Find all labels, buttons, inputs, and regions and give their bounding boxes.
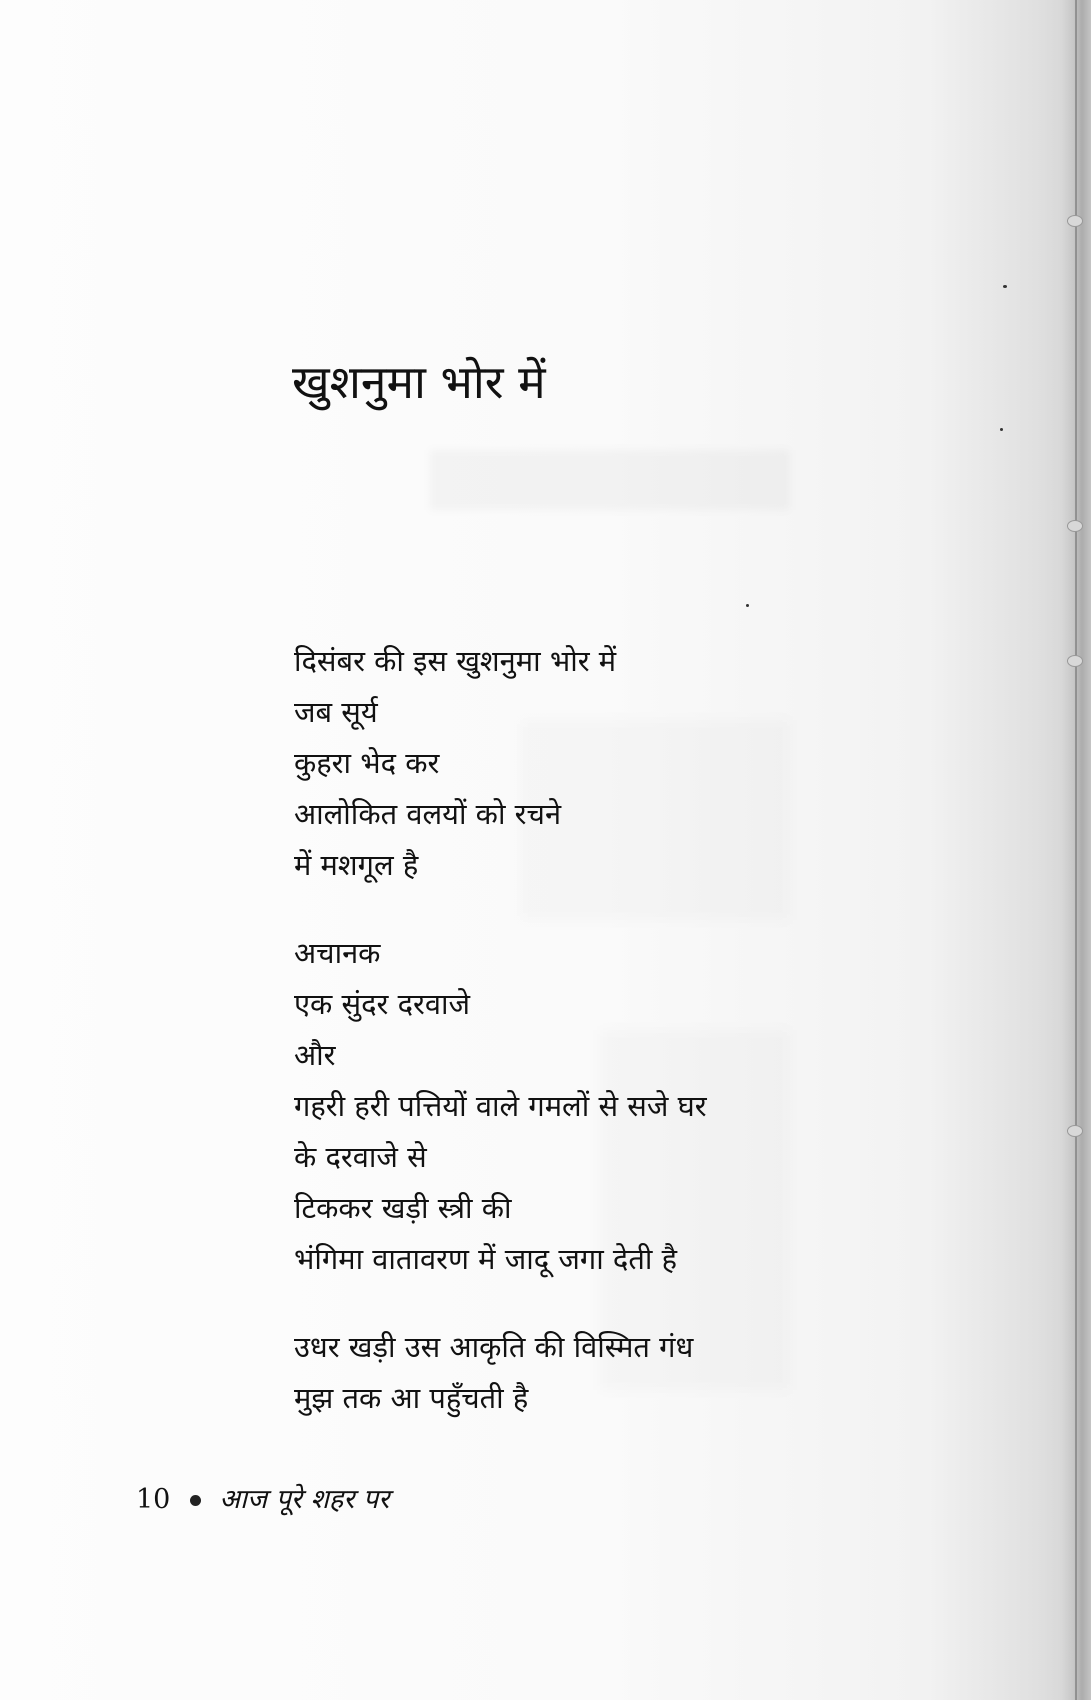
- scan-speck: [746, 604, 749, 607]
- page-number: 10: [136, 1484, 171, 1515]
- poem-line: कुहरा भेद कर: [294, 746, 440, 780]
- stanza: [294, 1322, 814, 1424]
- poem-line: दिसंबर की इस खुशनुमा भोर में: [294, 644, 617, 678]
- poem-line: गहरी हरी पत्तियों वाले गमलों से सजे घर: [294, 1089, 707, 1123]
- poem-line: भंगिमा वातावरण में जादू जगा देती है: [294, 1242, 677, 1276]
- binding-stitch: [1067, 1125, 1083, 1137]
- binding-stitch: [1067, 215, 1083, 227]
- scan-speck: [1003, 285, 1007, 288]
- poem-body: [294, 636, 814, 1461]
- binding-edge-line: [1075, 0, 1077, 1700]
- poem-line: और: [294, 1038, 336, 1072]
- poem-line: में मशगूल है: [294, 848, 419, 882]
- poem-line: उधर खड़ी उस आकृति की विस्मित गंध: [294, 1330, 694, 1364]
- poem-line: एक सुंदर दरवाजे: [294, 987, 471, 1021]
- poem-line: टिककर खड़ी स्त्री की: [294, 1191, 512, 1225]
- binding-stitch: [1067, 520, 1083, 532]
- bullet-icon: [190, 1495, 201, 1506]
- running-book-title: आज पूरे शहर पर: [219, 1484, 390, 1515]
- poem-line: के दरवाजे से: [294, 1140, 427, 1174]
- poem-line: जब सूर्य: [294, 695, 378, 729]
- poem-line: मुझ तक आ पहुँचती है: [294, 1381, 529, 1415]
- page-footer: [136, 1480, 389, 1520]
- show-through-text: [430, 450, 790, 510]
- poem-line: अचानक: [294, 936, 381, 970]
- poem-title: खुशनुमा भोर में: [292, 355, 546, 409]
- scan-speck: [1000, 428, 1003, 431]
- stanza: [294, 928, 814, 1285]
- stanza: [294, 636, 814, 891]
- binding-stitch: [1067, 655, 1083, 667]
- poem-line: आलोकित वलयों को रचने: [294, 797, 562, 831]
